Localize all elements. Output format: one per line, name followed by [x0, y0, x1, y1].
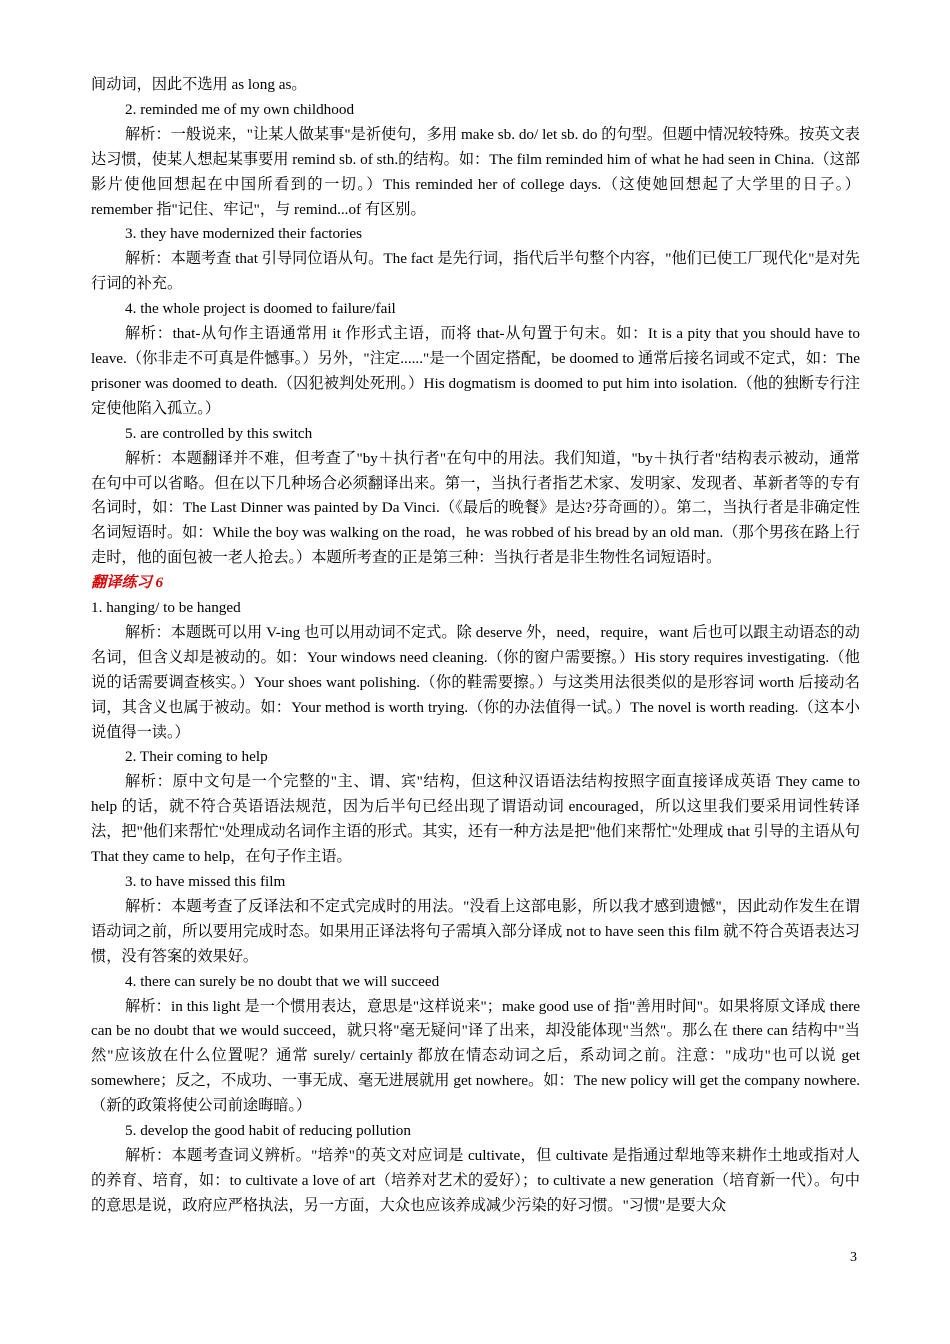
- explanation-paragraph: 解析：一般说来，"让某人做某事"是祈使句，多用 make sb. do/ let sb. do 的句型。但题中情况较特殊。按英文表达习惯，使某人想起某事要用 remind sb. of sth.的结构。如：The film reminded him of what he had seen in China.（这部影片使他回想起在中国所看到的一切。）This reminded her of college days.（这使她回想起了大学里的日子。）remember 指"记住、牢记"，与 remind...of 有区别。: [91, 125, 860, 218]
- answer-line: 3. to have missed this film: [125, 873, 286, 890]
- answer-line: 2. reminded me of my own childhood: [125, 100, 355, 118]
- answer-line: 3. they have modernized their factories: [125, 225, 362, 243]
- paragraph: 间动词，因此不选用 as long as。: [91, 76, 307, 93]
- answer-line: 2. Their coming to help: [125, 748, 268, 766]
- explanation-paragraph: 解析：本题既可以用 V-ing 也可以用动词不定式。除 deserve 外，need，require，want 后也可以跟主动语态的动名词，但含义却是被动的。如：Your windows need cleaning.（你的窗户需要擦。）His story requires investigating.（他说的话需要调查核实。）Your shoes want polishing.（你的鞋需要擦。）与这类用法很类似的是形容词 worth 后接动名词，其含义也属于被动。如：Your method is worth trying.（你的办法值得一试。）The novel is worth reading.（这本小说值得一读。）: [91, 623, 860, 741]
- answer-line: 5. develop the good habit of reducing pollution: [125, 1122, 411, 1140]
- explanation-paragraph: 解析：本题翻译并不难，但考查了"by＋执行者"在句中的用法。我们知道，"by＋执行者"结构表示被动，通常在句中可以省略。但在以下几种场合必须翻译出来。第一，当执行者指艺术家、发明家、发现者、革新者等的专有名词时，如：The Last Dinner was painted by Da Vinci.（《最后的晚餐》是达?芬奇画的）。第二，当执行者是非确定性名词短语时。如：While the boy was walking on the road，he was robbed of his bread by an old man.（那个男孩在路上行走时，他的面包被一老人抢去。）本题所考查的正是第三种：当执行者是非生物性名词短语时。: [91, 449, 860, 567]
- explanation-paragraph: 解析：本题考查了反译法和不定式完成时的用法。"没看上这部电影，所以我才感到遗憾"，因此动作发生在谓语动词之前，所以要用完成时态。如果用正译法将句子需填入部分译成 not to have seen this film 就不符合英语表达习惯，没有答案的效果好。: [91, 897, 860, 965]
- answer-line: 4. there can surely be no doubt that we will succeed: [125, 972, 440, 990]
- explanation-paragraph: 解析：that-从句作主语通常用 it 作形式主语，而将 that-从句置于句末。如：It is a pity that you should have to leave.（你非走不可真是件憾事。）另外，"注定......"是一个固定搭配，be doomed to 通常后接名词或不定式，如：The prisoner was doomed to death.（囚犯被判处死刑。）His dogmatism is doomed to put him into isolation.（他的独断专行注定使他陷入孤立。）: [91, 325, 860, 417]
- page-number: 3: [850, 1250, 857, 1265]
- answer-line: 1. hanging/ to be hanged: [91, 599, 241, 617]
- explanation-paragraph: 解析：原中文句是一个完整的"主、谓、宾"结构，但这种汉语语法结构按照字面直接译成英语 They came to help 的话，就不符合英语语法规范，因为后半句已经出现了谓语动词 encouraged，所以这里我们要采用词性转译法，把"他们来帮忙"处理成动名词作主语的形式。其实，还有一种方法是把"他们来帮忙"处理成 that 引导的主语从句 That they came to help，在句子作主语。: [91, 773, 860, 866]
- page-content: [91, 73, 860, 1219]
- answer-line: 5. are controlled by this switch: [125, 424, 313, 442]
- explanation-paragraph: 解析：in this light 是一个惯用表达，意思是"这样说来"；make good use of 指"善用时间"。如果将原文译成 there can be no doubt that we would succeed，就只将"毫无疑问"译了出来，却没能体现"当然"。那么在 there can 结构中"当然"应该放在什么位置呢？通常 surely/ certainly 都放在情态动词之后，系动词之前。注意："成功"也可以说 get somewhere；反之，不成功、一事无成、毫无进展就用 get nowhere。如：The new policy will get the company nowhere.（新的政策将使公司前途晦暗。）: [91, 997, 860, 1115]
- explanation-paragraph: 解析：本题考查 that 引导同位语从句。The fact 是先行词，指代后半句整个内容，"他们已使工厂现代化"是对先行词的补充。: [91, 250, 860, 293]
- section-heading: 翻译练习 6: [91, 574, 164, 592]
- explanation-paragraph: 解析：本题考查词义辨析。"培养"的英文对应词是 cultivate，但 cultivate 是指通过犁地等来耕作土地或指对人的养育、培育，如：to cultivate a love of art（培养对艺术的爱好）；to cultivate a new generation（培育新一代）。句中的意思是说，政府应严格执法，另一方面，大众也应该养成减少污染的好习惯。"习惯"是要大众: [91, 1146, 860, 1214]
- answer-line: 4. the whole project is doomed to failure/fail: [125, 300, 396, 318]
